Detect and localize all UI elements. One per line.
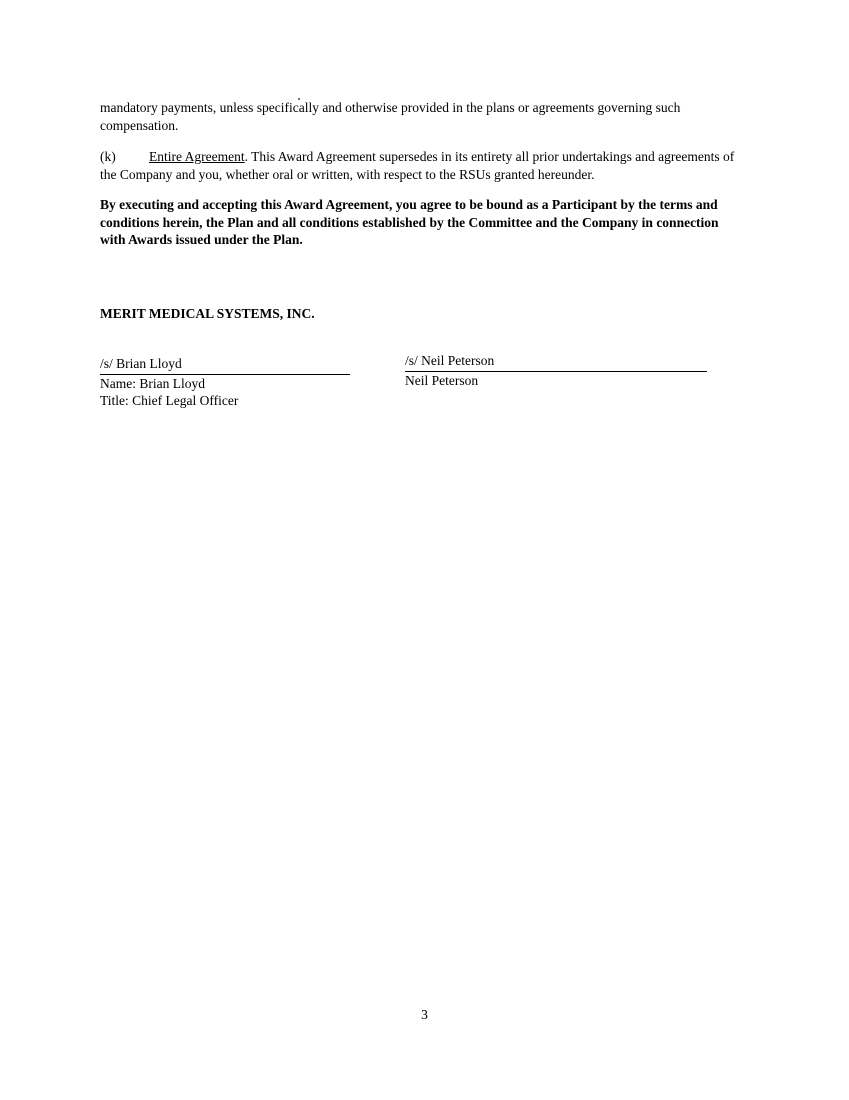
paragraph-acceptance: By executing and accepting this Award Agreement, you agree to be bound as a Participant by the terms and conditions herein, the Plan and all conditions established by the Committee and the Company in connection with Awards issued under the Plan.: [100, 197, 719, 247]
signature-name-brian-lloyd: Name: Brian Lloyd: [100, 375, 205, 391]
clause-text: . This Award Agreement supersedes in its entirety all prior undertakings and agreements of the Company and you, whether oral or written, with respect to the RSUs granted hereunder.: [100, 149, 735, 182]
signature-block-right: [405, 352, 707, 389]
signature-block-left: [100, 355, 350, 410]
clause-title: Entire Agreement: [149, 149, 245, 164]
signature-line-brian-lloyd: /s/ Brian Lloyd: [100, 355, 350, 375]
page-number: 3: [421, 1007, 428, 1022]
clause-label: (k): [100, 149, 116, 164]
signature-name-neil-peterson: Neil Peterson: [405, 372, 479, 388]
signature-title-brian-lloyd: Title: Chief Legal Officer: [100, 393, 239, 408]
company-name: MERIT MEDICAL SYSTEMS, INC.: [100, 306, 315, 321]
paragraph-entire-agreement: [100, 148, 742, 183]
signature-line-neil-peterson: /s/ Neil Peterson: [405, 352, 707, 372]
paragraph-mandatory-payments: mandatory payments, unless specifically and otherwise provided in the plans or agreements governing such compensation.: [100, 100, 681, 133]
